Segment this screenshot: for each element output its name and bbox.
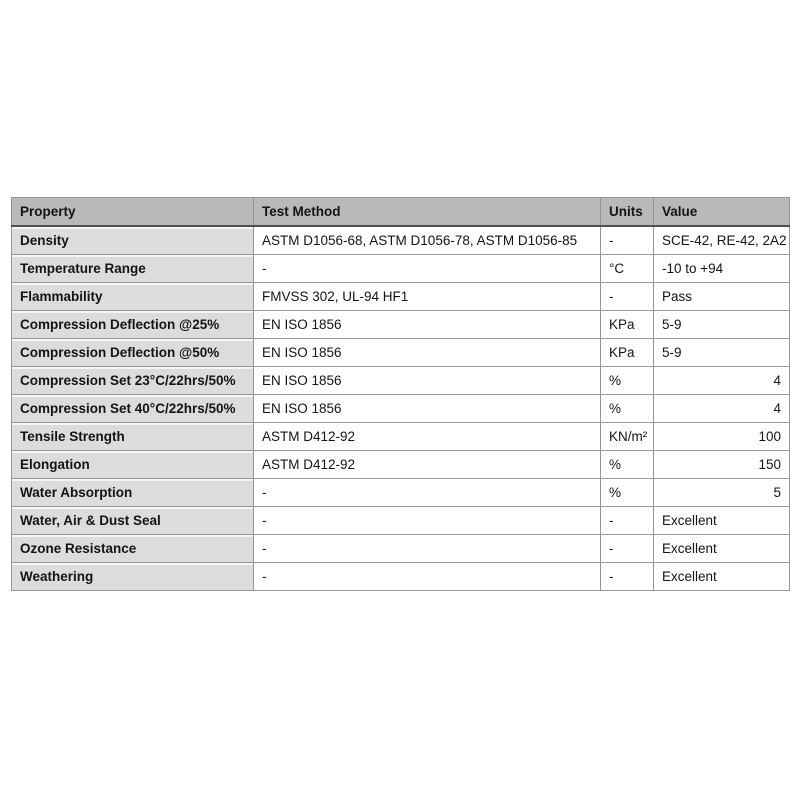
- test-method-cell: -: [254, 535, 601, 563]
- test-method-cell: ASTM D1056-68, ASTM D1056-78, ASTM D1056-85: [254, 226, 601, 255]
- table-row: [12, 339, 790, 367]
- property-cell: Water, Air & Dust Seal: [12, 507, 254, 535]
- column-header-property: Property: [12, 198, 254, 227]
- units-cell: -: [601, 226, 654, 255]
- table-row: [12, 535, 790, 563]
- property-cell: Weathering: [12, 563, 254, 591]
- value-cell: Pass: [654, 283, 790, 311]
- test-method-cell: ASTM D412-92: [254, 423, 601, 451]
- value-cell: 5-9: [654, 311, 790, 339]
- test-method-cell: EN ISO 1856: [254, 339, 601, 367]
- units-cell: KN/m²: [601, 423, 654, 451]
- property-cell: Elongation: [12, 451, 254, 479]
- units-cell: KPa: [601, 339, 654, 367]
- units-cell: -: [601, 535, 654, 563]
- units-cell: %: [601, 395, 654, 423]
- units-cell: °C: [601, 255, 654, 283]
- units-cell: %: [601, 479, 654, 507]
- test-method-cell: EN ISO 1856: [254, 367, 601, 395]
- value-cell: 100: [654, 423, 790, 451]
- material-properties-table: [11, 197, 789, 591]
- units-cell: %: [601, 451, 654, 479]
- value-cell: 4: [654, 367, 790, 395]
- value-cell: -10 to +94: [654, 255, 790, 283]
- table-row: [12, 226, 790, 255]
- table-row: [12, 311, 790, 339]
- value-cell: 4: [654, 395, 790, 423]
- test-method-cell: -: [254, 255, 601, 283]
- property-cell: Temperature Range: [12, 255, 254, 283]
- property-cell: Compression Set 23°C/22hrs/50%: [12, 367, 254, 395]
- test-method-cell: -: [254, 563, 601, 591]
- table-row: [12, 367, 790, 395]
- table-row: [12, 255, 790, 283]
- table-row: [12, 423, 790, 451]
- property-cell: Compression Set 40°C/22hrs/50%: [12, 395, 254, 423]
- test-method-cell: EN ISO 1856: [254, 395, 601, 423]
- units-cell: -: [601, 283, 654, 311]
- test-method-cell: -: [254, 507, 601, 535]
- column-header-test-method: Test Method: [254, 198, 601, 227]
- property-cell: Tensile Strength: [12, 423, 254, 451]
- property-cell: Ozone Resistance: [12, 535, 254, 563]
- test-method-cell: EN ISO 1856: [254, 311, 601, 339]
- properties-table: [11, 197, 790, 591]
- value-cell: Excellent: [654, 507, 790, 535]
- test-method-cell: ASTM D412-92: [254, 451, 601, 479]
- property-cell: Density: [12, 226, 254, 255]
- property-cell: Water Absorption: [12, 479, 254, 507]
- table-row: [12, 479, 790, 507]
- test-method-cell: FMVSS 302, UL-94 HF1: [254, 283, 601, 311]
- table-row: [12, 507, 790, 535]
- value-cell: 5-9: [654, 339, 790, 367]
- header-row: [12, 198, 790, 227]
- units-cell: %: [601, 367, 654, 395]
- test-method-cell: -: [254, 479, 601, 507]
- property-cell: Compression Deflection @25%: [12, 311, 254, 339]
- table-row: [12, 395, 790, 423]
- units-cell: -: [601, 507, 654, 535]
- units-cell: -: [601, 563, 654, 591]
- value-cell: 5: [654, 479, 790, 507]
- column-header-units: Units: [601, 198, 654, 227]
- value-cell: Excellent: [654, 563, 790, 591]
- units-cell: KPa: [601, 311, 654, 339]
- table-row: [12, 451, 790, 479]
- property-cell: Flammability: [12, 283, 254, 311]
- value-cell: SCE-42, RE-42, 2A2: [654, 226, 790, 255]
- table-row: [12, 283, 790, 311]
- column-header-value: Value: [654, 198, 790, 227]
- table-row: [12, 563, 790, 591]
- value-cell: 150: [654, 451, 790, 479]
- property-cell: Compression Deflection @50%: [12, 339, 254, 367]
- value-cell: Excellent: [654, 535, 790, 563]
